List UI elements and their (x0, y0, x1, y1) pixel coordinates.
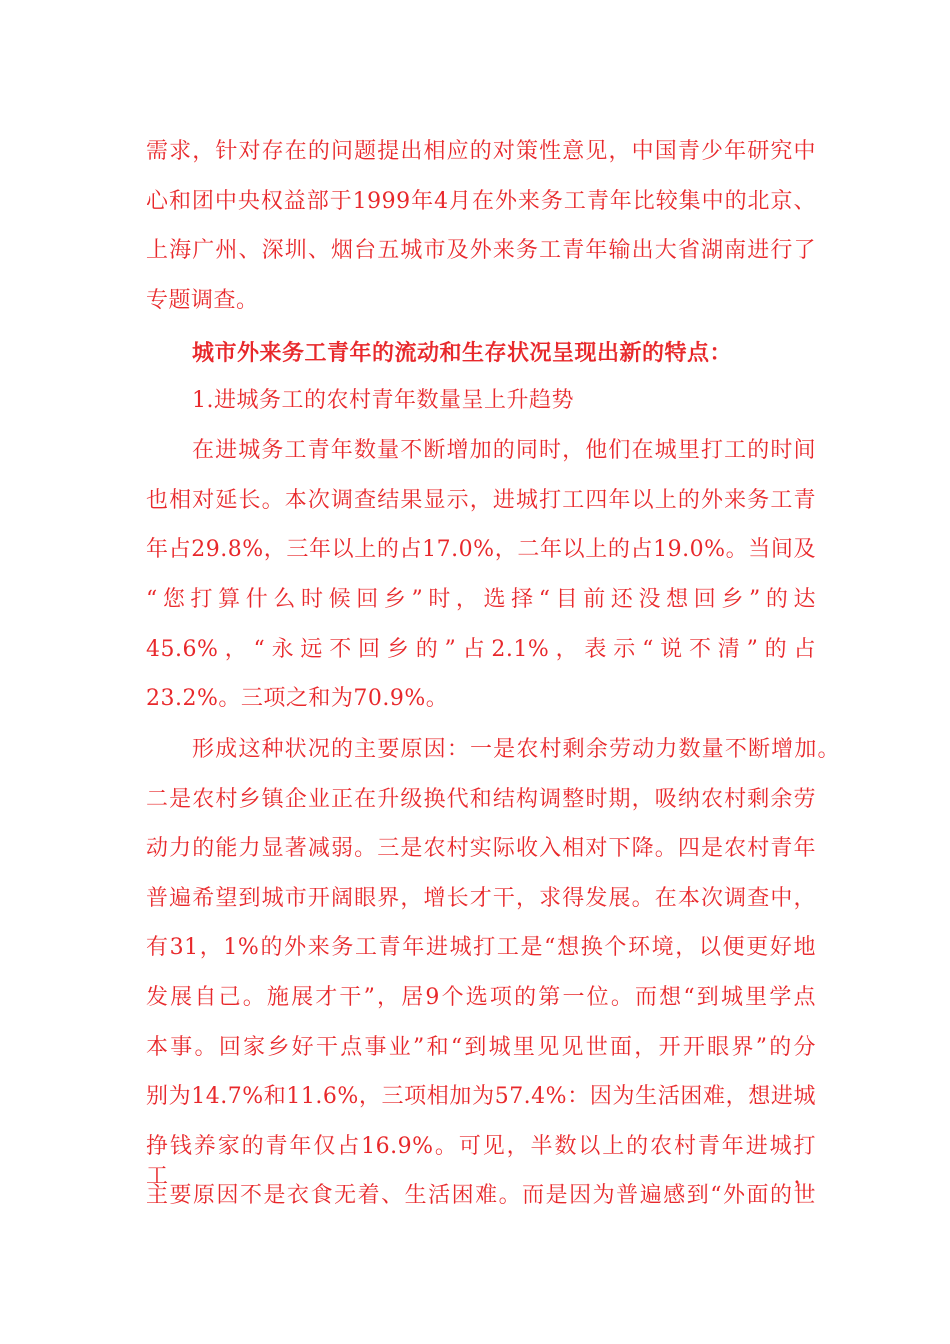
text-line: 年占29.8%，三年以上的占17.0%，二年以上的占19.0%。当间及 (146, 537, 816, 562)
text-line: 二是农村乡镇企业正在升级换代和结构调整时期，吸纳农村剩余劳 (146, 787, 816, 812)
text-line: 专题调查。 (146, 288, 259, 313)
text-line: 心和团中央权益部于1999年4月在外来务工青年比较集中的北京、 (146, 189, 816, 214)
text-line: 发展自己。施展才干”，居9个选项的第一位。而想“到城里学点 (146, 985, 816, 1010)
text-line: 45.6%，“永远不回乡的”占2.1%，表示“说不清”的占 (146, 637, 816, 662)
text-line: 别为14.7%和11.6%，三项相加为57.4%：因为生活困难，想进城 (146, 1084, 816, 1109)
section-heading: 城市外来务工青年的流动和生存状况呈现出新的特点： (192, 340, 733, 366)
text-line: 有31，1%的外来务工青年进城打工是“想换个环境，以便更好地 (146, 935, 816, 960)
text-line: 也相对延长。本次调查结果显示，进城打工四年以上的外来务工青 (146, 488, 816, 513)
text-line: 在进城务工青年数量不断增加的同时，他们在城里打工的时间 (192, 438, 816, 463)
text-line: 主要原因不是衣食无着、生活困难。而是因为普遍感到“外面的世 (146, 1183, 816, 1208)
subheading: 1.进城务工的农村青年数量呈上升趋势 (192, 388, 574, 413)
text-line: 本事。回家乡好干点事业”和“到城里见见世面，开开眼界”的分 (146, 1035, 816, 1060)
text-line: 上海广州、深圳、烟台五城市及外来务工青年输出大省湖南进行了 (146, 238, 816, 263)
text-line: 普遍希望到城市开阔眼界，增长才干，求得发展。在本次调查中， (146, 886, 816, 911)
text-line: 23.2%。三项之和为70.9%。 (146, 686, 449, 711)
text-line: 挣钱养家的青年仅占16.9%。可见，半数以上的农村青年进城打工， (146, 1134, 816, 1189)
text-line: “您打算什么时候回乡”时，选择“目前还没想回乡”的达 (146, 587, 816, 612)
text-line: 动力的能力显著减弱。三是农村实际收入相对下降。四是农村青年 (146, 836, 816, 861)
text-line: 需求，针对存在的问题提出相应的对策性意见，中国青少年研究中 (146, 139, 816, 164)
text-line: 形成这种状况的主要原因：一是农村剩余劳动力数量不断增加。 (192, 737, 840, 762)
